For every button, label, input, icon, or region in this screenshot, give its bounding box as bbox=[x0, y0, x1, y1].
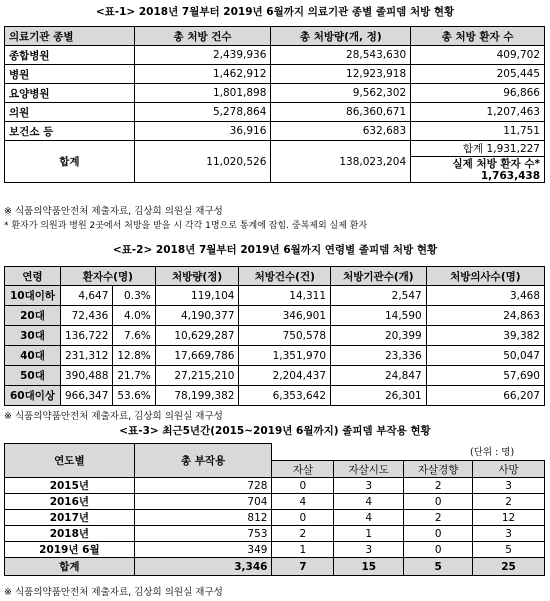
table1-real-patients bbox=[411, 157, 545, 183]
table3-cell: 2017년 bbox=[5, 510, 135, 526]
table1-cell: 632,683 bbox=[271, 122, 411, 141]
table-row bbox=[5, 46, 545, 65]
table3-cell: 12 bbox=[473, 510, 545, 526]
table2-cell: 2,547 bbox=[331, 286, 427, 306]
table1-cell: 5,278,864 bbox=[134, 103, 271, 122]
table-row bbox=[5, 326, 545, 346]
table2-cell: 136,722 bbox=[60, 326, 112, 346]
table2-header: 환자수(명) bbox=[60, 267, 155, 286]
table-row bbox=[5, 122, 545, 141]
table-row bbox=[5, 542, 545, 558]
table3-cell: 0 bbox=[404, 542, 473, 558]
table3-cell: 2015년 bbox=[5, 478, 135, 494]
table3-header-total: 총 부작용 bbox=[134, 444, 272, 478]
table2-cell: 72,436 bbox=[60, 306, 112, 326]
table3-cell: 0 bbox=[272, 478, 334, 494]
table1-cell: 11,751 bbox=[411, 122, 545, 141]
table1-cell: 2,439,936 bbox=[134, 46, 271, 65]
table3-total-cell: 3,346 bbox=[134, 558, 272, 576]
table2 bbox=[4, 266, 545, 406]
table3-cell: 704 bbox=[134, 494, 272, 510]
table3-cell: 3 bbox=[334, 542, 404, 558]
table-row bbox=[5, 366, 545, 386]
table1-cell: 보건소 등 bbox=[5, 122, 135, 141]
table1-cell: 1,462,912 bbox=[134, 65, 271, 84]
table1-cell: 의원 bbox=[5, 103, 135, 122]
table2-cell: 12.8% bbox=[113, 346, 155, 366]
table3 bbox=[4, 443, 545, 576]
table3-cell: 3 bbox=[473, 478, 545, 494]
table3-cell: 0 bbox=[272, 510, 334, 526]
table2-note-source: ※ 식품의약품안전처 제출자료, 김상희 의원실 재구성 bbox=[4, 411, 223, 422]
table1-total-patients bbox=[411, 141, 545, 157]
table2-cell: 60대이상 bbox=[5, 386, 61, 406]
table3-total-cell: 7 bbox=[272, 558, 334, 576]
table3-title: <표-3> 최근5년간(2015~2019년 6월까지) 졸피뎀 부작용 현황 bbox=[119, 425, 431, 437]
table2-title: <표-2> 2018년 7월부터 2019년 6월까지 연령별 졸피뎀 처방 현황 bbox=[112, 244, 438, 256]
table3-cell: 812 bbox=[134, 510, 272, 526]
table3-total-cell: 5 bbox=[404, 558, 473, 576]
table2-cell: 7.6% bbox=[113, 326, 155, 346]
table2-cell: 119,104 bbox=[155, 286, 239, 306]
table1-total-count: 11,020,526 bbox=[134, 141, 271, 183]
table2-header-row bbox=[5, 267, 545, 286]
table3-cell: 2016년 bbox=[5, 494, 135, 510]
table2-cell: 4,647 bbox=[60, 286, 112, 306]
table3-cell: 0 bbox=[404, 526, 473, 542]
table2-cell: 50,047 bbox=[426, 346, 544, 366]
table2-cell: 750,578 bbox=[239, 326, 331, 346]
table2-header: 연령 bbox=[5, 267, 61, 286]
table2-cell: 57,690 bbox=[426, 366, 544, 386]
table3-header-row-1 bbox=[5, 444, 545, 461]
table1-total-patients-label: 합계 bbox=[462, 143, 484, 155]
table3-subheader: 자살 bbox=[272, 461, 334, 478]
table2-header: 처방건수(건) bbox=[239, 267, 331, 286]
table-row bbox=[5, 103, 545, 122]
table1-cell: 409,702 bbox=[411, 46, 545, 65]
table1-total-patients-value: 1,931,227 bbox=[486, 143, 540, 155]
table3-subheader: 사망 bbox=[473, 461, 545, 478]
table2-cell: 30대 bbox=[5, 326, 61, 346]
table2-header: 처방기관수(개) bbox=[331, 267, 427, 286]
table1-cell: 36,916 bbox=[134, 122, 271, 141]
table2-cell: 14,311 bbox=[239, 286, 331, 306]
table2-cell: 21.7% bbox=[113, 366, 155, 386]
table2-cell: 78,199,382 bbox=[155, 386, 239, 406]
table3-unit-spacer bbox=[272, 444, 545, 461]
table1-real-patients-label: 실제 처방 환자 수* bbox=[452, 157, 540, 170]
table1-note-footnote: * 환자가 의원과 병원 2곳에서 처방을 받을 시 각각 1명으로 통계에 잡힘. 중복제외 실제 환자 bbox=[4, 221, 368, 231]
table1-total-amount: 138,023,204 bbox=[271, 141, 411, 183]
table1-cell: 1,207,463 bbox=[411, 103, 545, 122]
table-row bbox=[5, 526, 545, 542]
table2-header: 처방량(정) bbox=[155, 267, 239, 286]
table2-cell: 966,347 bbox=[60, 386, 112, 406]
table3-cell: 5 bbox=[473, 542, 545, 558]
table3-cell: 2 bbox=[404, 510, 473, 526]
table2-cell: 24,863 bbox=[426, 306, 544, 326]
table2-cell: 4,190,377 bbox=[155, 306, 239, 326]
table2-cell: 3,468 bbox=[426, 286, 544, 306]
table3-cell: 1 bbox=[334, 526, 404, 542]
table2-cell: 390,488 bbox=[60, 366, 112, 386]
table1-cell: 1,801,898 bbox=[134, 84, 271, 103]
table1-header: 의료기관 종별 bbox=[5, 27, 135, 46]
table1-cell: 86,360,671 bbox=[271, 103, 411, 122]
table3-cell: 728 bbox=[134, 478, 272, 494]
table3-cell: 2 bbox=[473, 494, 545, 510]
table1-cell: 205,445 bbox=[411, 65, 545, 84]
table3-cell: 4 bbox=[272, 494, 334, 510]
table3-cell: 2 bbox=[272, 526, 334, 542]
table1-cell: 요양병원 bbox=[5, 84, 135, 103]
table3-cell: 3 bbox=[334, 478, 404, 494]
table3-cell: 0 bbox=[404, 494, 473, 510]
table3-cell: 1 bbox=[272, 542, 334, 558]
table1-cell: 28,543,630 bbox=[271, 46, 411, 65]
table2-cell: 24,847 bbox=[331, 366, 427, 386]
table2-cell: 0.3% bbox=[113, 286, 155, 306]
table2-cell: 23,336 bbox=[331, 346, 427, 366]
table2-cell: 39,382 bbox=[426, 326, 544, 346]
table2-cell: 53.6% bbox=[113, 386, 155, 406]
table2-cell: 50대 bbox=[5, 366, 61, 386]
table2-cell: 17,669,786 bbox=[155, 346, 239, 366]
table2-cell: 4.0% bbox=[113, 306, 155, 326]
table3-total-cell: 합계 bbox=[5, 558, 135, 576]
table1-total-label: 합계 bbox=[5, 141, 135, 183]
table3-cell: 2 bbox=[404, 478, 473, 494]
table3-total-cell: 25 bbox=[473, 558, 545, 576]
table-row bbox=[5, 286, 545, 306]
table2-cell: 20대 bbox=[5, 306, 61, 326]
table1-cell: 12,923,918 bbox=[271, 65, 411, 84]
table-row bbox=[5, 494, 545, 510]
table3-total-cell: 15 bbox=[334, 558, 404, 576]
table1-cell: 병원 bbox=[5, 65, 135, 84]
table3-cell: 4 bbox=[334, 494, 404, 510]
table2-cell: 2,204,437 bbox=[239, 366, 331, 386]
table3-cell: 349 bbox=[134, 542, 272, 558]
table3-cell: 2018년 bbox=[5, 526, 135, 542]
table1-header: 총 처방 건수 bbox=[134, 27, 271, 46]
table-row bbox=[5, 306, 545, 326]
table3-cell: 4 bbox=[334, 510, 404, 526]
table2-header: 처방의사수(명) bbox=[426, 267, 544, 286]
table-row bbox=[5, 510, 545, 526]
table3-total-row bbox=[5, 558, 545, 576]
table1-header: 총 처방 환자 수 bbox=[411, 27, 545, 46]
table-row bbox=[5, 478, 545, 494]
table1 bbox=[4, 26, 545, 183]
table3-cell: 753 bbox=[134, 526, 272, 542]
table2-cell: 27,215,210 bbox=[155, 366, 239, 386]
table2-cell: 1,351,970 bbox=[239, 346, 331, 366]
table1-cell: 9,562,302 bbox=[271, 84, 411, 103]
table2-cell: 26,301 bbox=[331, 386, 427, 406]
table1-cell: 종합병원 bbox=[5, 46, 135, 65]
table3-unit: (단위 : 명) bbox=[470, 447, 515, 458]
table3-note-source: ※ 식품의약품안전처 제출자료, 김상희 의원실 재구성 bbox=[4, 587, 223, 598]
table2-cell: 14,590 bbox=[331, 306, 427, 326]
table2-cell: 40대 bbox=[5, 346, 61, 366]
table1-header: 총 처방량(개, 정) bbox=[271, 27, 411, 46]
table1-note-source: ※ 식품의약품안전처 제출자료, 김상희 의원실 재구성 bbox=[4, 206, 223, 217]
table2-cell: 66,207 bbox=[426, 386, 544, 406]
table1-title: <표-1> 2018년 7월부터 2019년 6월까지 의료기관 종별 졸피뎀 처방 현황 bbox=[95, 6, 455, 18]
table1-total-row bbox=[5, 141, 545, 157]
table3-subheader: 자살경향 bbox=[404, 461, 473, 478]
table3-header-year: 연도별 bbox=[5, 444, 135, 478]
table3-cell: 3 bbox=[473, 526, 545, 542]
table1-header-row bbox=[5, 27, 545, 46]
table-row bbox=[5, 84, 545, 103]
table3-subheader: 자살시도 bbox=[334, 461, 404, 478]
table2-cell: 10대이하 bbox=[5, 286, 61, 306]
table1-cell: 96,866 bbox=[411, 84, 545, 103]
table-row bbox=[5, 346, 545, 366]
table-row bbox=[5, 65, 545, 84]
table2-cell: 20,399 bbox=[331, 326, 427, 346]
table1-real-patients-value: 1,763,438 bbox=[480, 169, 540, 182]
table2-cell: 6,353,642 bbox=[239, 386, 331, 406]
table-row bbox=[5, 386, 545, 406]
table3-cell: 2019년 6월 bbox=[5, 542, 135, 558]
table2-cell: 231,312 bbox=[60, 346, 112, 366]
table2-cell: 10,629,287 bbox=[155, 326, 239, 346]
table2-cell: 346,901 bbox=[239, 306, 331, 326]
